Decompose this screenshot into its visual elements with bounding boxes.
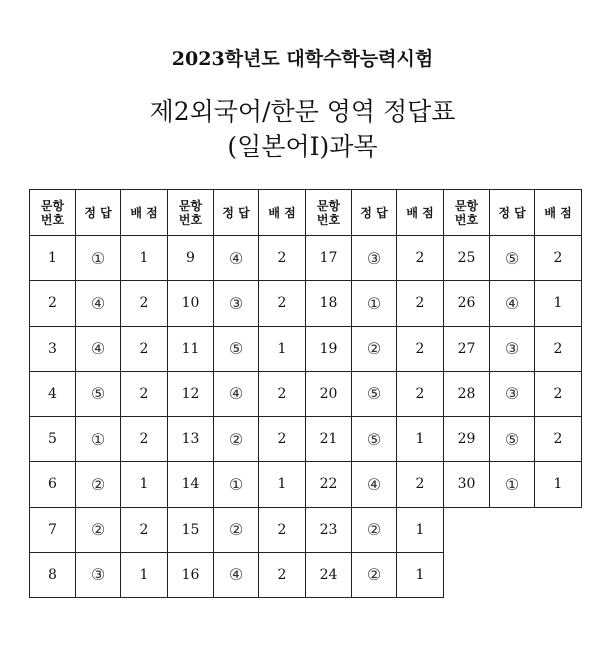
question-number-cell: 14 [167, 461, 214, 507]
score-cell: 2 [396, 371, 444, 417]
answer-cell: ③ [489, 371, 535, 417]
score-cell: 2 [258, 280, 306, 326]
answer-cell: ④ [75, 280, 121, 326]
answer-cell: ④ [213, 552, 259, 598]
answer-cell: ⑤ [489, 235, 535, 281]
answer-cell: ⑤ [213, 326, 259, 372]
question-number-cell: 27 [443, 326, 490, 372]
score-cell: 2 [396, 280, 444, 326]
answer-cell: ③ [75, 552, 121, 598]
score-cell: 1 [534, 280, 582, 326]
question-number-cell: 18 [305, 280, 352, 326]
answer-cell: ② [351, 552, 397, 598]
question-number-cell: 10 [167, 280, 214, 326]
question-number-cell: 29 [443, 416, 490, 462]
question-number-cell: 21 [305, 416, 352, 462]
answer-cell: ⑤ [489, 416, 535, 462]
question-number-cell: 6 [29, 461, 76, 507]
question-number-cell: 12 [167, 371, 214, 417]
score-cell: 2 [120, 416, 168, 462]
answer-cell: ③ [213, 280, 259, 326]
answer-header: 정 답 [351, 189, 397, 236]
answer-header: 정 답 [75, 189, 121, 236]
score-header: 배 점 [258, 189, 306, 236]
subject-title: (일본어Ⅰ)과목 [227, 132, 378, 161]
question-number-cell: 30 [443, 461, 490, 507]
question-number-cell: 26 [443, 280, 490, 326]
score-cell: 1 [120, 552, 168, 598]
answer-cell: ① [489, 461, 535, 507]
question-number-cell: 13 [167, 416, 214, 462]
score-cell: 1 [534, 461, 582, 507]
score-cell: 1 [120, 235, 168, 281]
score-cell: 2 [396, 461, 444, 507]
score-cell: 2 [120, 507, 168, 553]
score-cell: 2 [396, 235, 444, 281]
answer-cell: ① [75, 235, 121, 281]
question-number-header: 문항 번호 [443, 189, 490, 236]
question-number-cell: 25 [443, 235, 490, 281]
score-cell: 2 [534, 371, 582, 417]
score-cell: 1 [258, 326, 306, 372]
answer-cell: ⑤ [351, 416, 397, 462]
score-cell: 2 [534, 416, 582, 462]
question-number-cell: 5 [29, 416, 76, 462]
question-number-cell: 1 [29, 235, 76, 281]
question-number-cell: 8 [29, 552, 76, 598]
answer-cell: ② [75, 507, 121, 553]
score-cell: 1 [120, 461, 168, 507]
answer-cell: ① [213, 461, 259, 507]
score-cell: 2 [534, 235, 582, 281]
score-cell: 2 [396, 326, 444, 372]
score-cell: 2 [120, 371, 168, 417]
question-number-cell: 24 [305, 552, 352, 598]
score-cell: 2 [258, 416, 306, 462]
answer-cell: ④ [213, 235, 259, 281]
question-number-header: 문항 번호 [305, 189, 352, 236]
answer-cell: ① [75, 416, 121, 462]
question-number-cell: 19 [305, 326, 352, 372]
question-number-cell: 17 [305, 235, 352, 281]
answer-cell: ③ [489, 326, 535, 372]
question-number-cell: 23 [305, 507, 352, 553]
score-cell: 2 [534, 326, 582, 372]
score-cell: 2 [258, 371, 306, 417]
score-header: 배 점 [120, 189, 168, 236]
question-number-cell: 11 [167, 326, 214, 372]
section-title: 제2외국어/한문 영역 정답표 [149, 97, 456, 126]
answer-cell: ② [351, 326, 397, 372]
question-number-cell: 4 [29, 371, 76, 417]
question-number-cell: 9 [167, 235, 214, 281]
answer-cell: ⑤ [351, 371, 397, 417]
question-number-cell: 7 [29, 507, 76, 553]
question-number-cell: 2 [29, 280, 76, 326]
answer-cell: ② [213, 416, 259, 462]
score-cell: 1 [396, 416, 444, 462]
score-header: 배 점 [534, 189, 582, 236]
question-number-cell: 16 [167, 552, 214, 598]
question-number-header: 문항 번호 [167, 189, 214, 236]
answer-header: 정 답 [213, 189, 259, 236]
answer-cell: ④ [489, 280, 535, 326]
answer-cell: ④ [75, 326, 121, 372]
answer-cell: ② [213, 507, 259, 553]
score-cell: 2 [258, 507, 306, 553]
score-cell: 1 [396, 552, 444, 598]
question-number-header: 문항 번호 [29, 189, 76, 236]
score-cell: 1 [396, 507, 444, 553]
exam-title: 2023학년도 대학수학능력시험 [171, 48, 434, 70]
answer-cell: ④ [351, 461, 397, 507]
answer-table [30, 190, 582, 598]
question-number-cell: 22 [305, 461, 352, 507]
answer-cell: ② [351, 507, 397, 553]
score-cell: 2 [120, 280, 168, 326]
score-cell: 2 [258, 552, 306, 598]
answer-cell: ④ [213, 371, 259, 417]
answer-cell: ③ [351, 235, 397, 281]
score-cell: 1 [258, 461, 306, 507]
answer-header: 정 답 [489, 189, 535, 236]
question-number-cell: 28 [443, 371, 490, 417]
question-number-cell: 20 [305, 371, 352, 417]
answer-cell: ② [75, 461, 121, 507]
answer-cell: ① [351, 280, 397, 326]
question-number-cell: 15 [167, 507, 214, 553]
score-cell: 2 [258, 235, 306, 281]
question-number-cell: 3 [29, 326, 76, 372]
score-header: 배 점 [396, 189, 444, 236]
answer-cell: ⑤ [75, 371, 121, 417]
score-cell: 2 [120, 326, 168, 372]
